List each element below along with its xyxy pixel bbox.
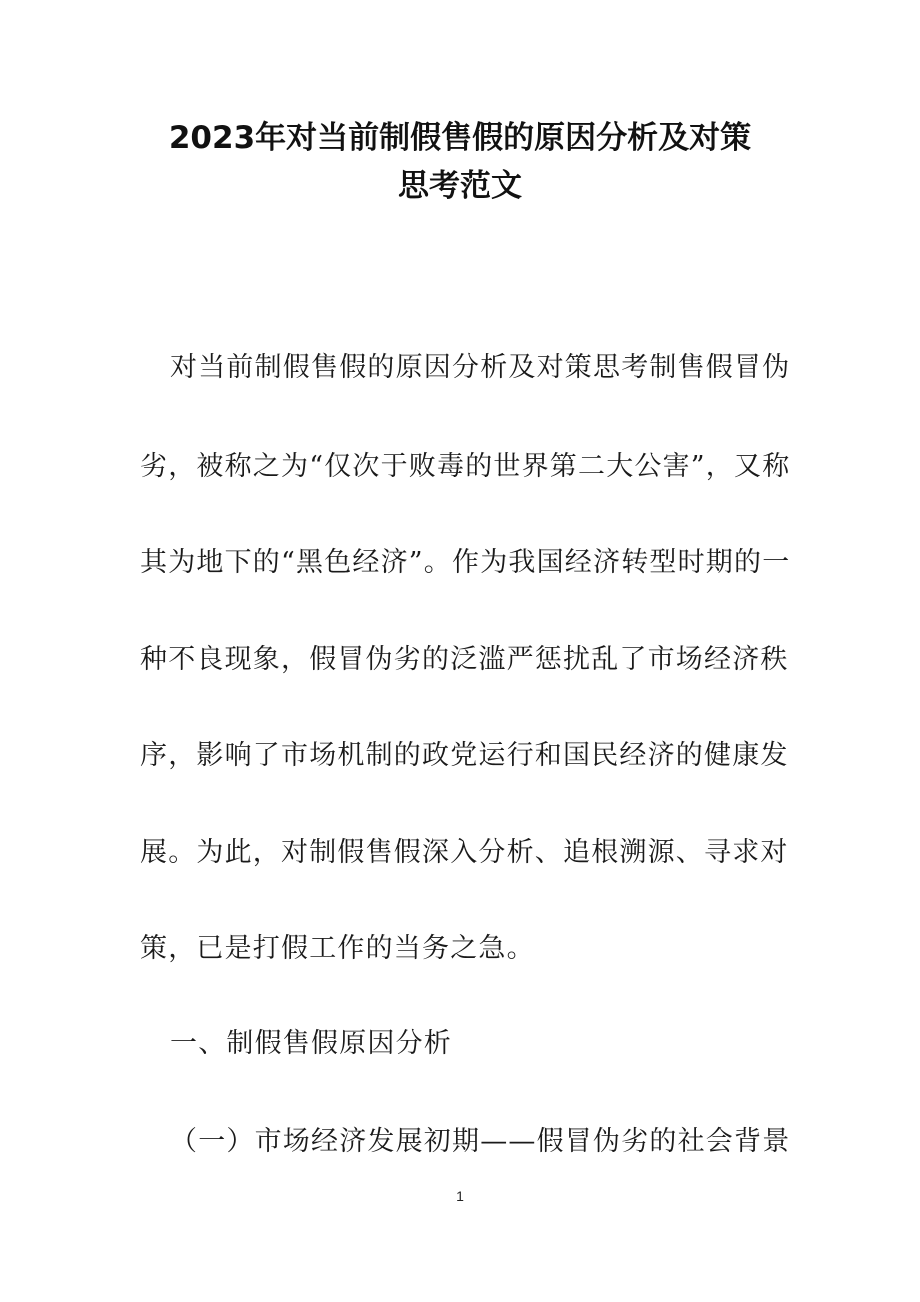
section-heading-1: 一、制假售假原因分析 (170, 1028, 452, 1059)
paragraph-line: 对当前制假售假的原因分析及对策思考制售假冒伪 (170, 352, 791, 383)
paragraph-line: 展。为此，对制假售假深入分析、追根溯源、寻求对 (140, 837, 789, 868)
paragraph-line: 策，已是打假工作的当务之急。 (140, 933, 535, 964)
paragraph-line: 其为地下的“黑色经济”。作为我国经济转型时期的一 (140, 547, 791, 578)
page-number: 1 (456, 1188, 464, 1204)
document-title-line-1: 2023年对当前制假售假的原因分析及对策 (168, 120, 752, 156)
document-title-line-2: 思考范文 (398, 168, 522, 204)
section-heading-1-1: （一）市场经济发展初期——假冒伪劣的社会背景 (170, 1126, 791, 1157)
paragraph-line: 种不良现象，假冒伪劣的泛滥严惩扰乱了市场经济秩 (140, 644, 789, 675)
paragraph-line: 序，影响了市场机制的政党运行和国民经济的健康发 (140, 740, 789, 771)
paragraph-line: 劣，被称之为“仅次于败毒的世界第二大公害”，又称 (140, 451, 791, 482)
